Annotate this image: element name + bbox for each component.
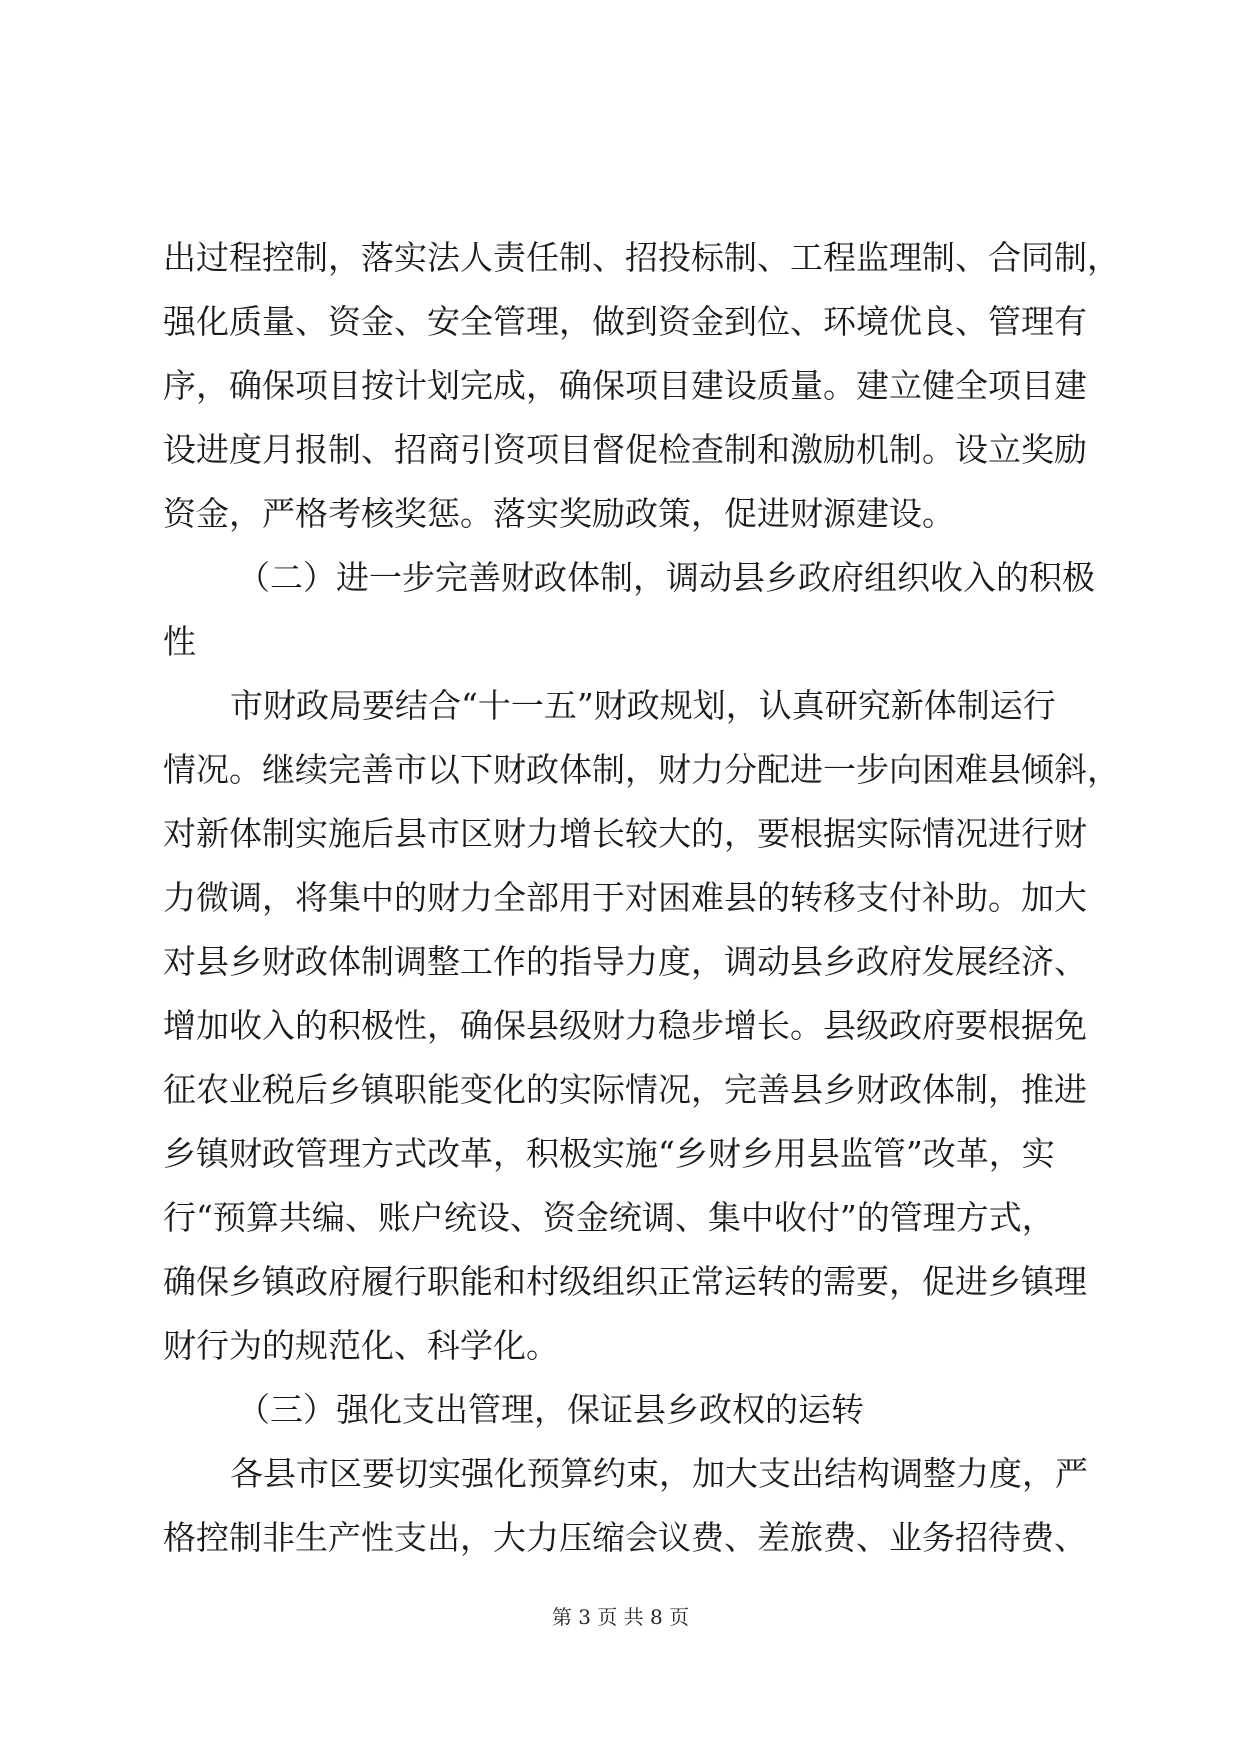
text-line: 增加收入的积极性，确保县级财力稳步增长。县级政府要根据免 (163, 1006, 1087, 1045)
text-line: 力微调，将集中的财力全部用于对困难县的转移支付补助。加大 (163, 878, 1087, 917)
text-line: 出过程控制，落实法人责任制、招投标制、工程监理制、合同制， (163, 238, 1120, 277)
section-heading-2: （二）进一步完善财政体制，调动县乡政府组织收入的积极 (237, 558, 1095, 597)
text-line: 序，确保项目按计划完成，确保项目建设质量。建立健全项目建 (163, 366, 1087, 405)
text-line: 格控制非生产性支出，大力压缩会议费、差旅费、业务招待费、 (163, 1518, 1087, 1557)
text-line: 乡镇财政管理方式改革，积极实施“乡财乡用县监管”改革，实 (163, 1134, 1055, 1173)
text-line: 对新体制实施后县市区财力增长较大的，要根据实际情况进行财 (163, 814, 1087, 853)
text-line: 资金，严格考核奖惩。落实奖励政策，促进财源建设。 (163, 494, 955, 533)
section-heading-3: （三）强化支出管理，保证县乡政权的运转 (237, 1390, 864, 1429)
text-line: 财行为的规范化、科学化。 (163, 1326, 559, 1365)
text-line: 情况。继续完善市以下财政体制，财力分配进一步向困难县倾斜， (163, 750, 1120, 789)
text-line: 市财政局要结合“十一五”财政规划，认真研究新体制运行 (230, 686, 1056, 725)
page-number-footer: 第 3 页 共 8 页 (551, 1605, 690, 1629)
text-line: 强化质量、资金、安全管理，做到资金到位、环境优良、管理有 (163, 302, 1087, 341)
text-line: 行“预算共编、账户统设、资金统调、集中收付”的管理方式， (163, 1198, 1055, 1237)
text-line: 确保乡镇政府履行职能和村级组织正常运转的需要，促进乡镇理 (163, 1262, 1087, 1301)
text-line: 各县市区要切实强化预算约束，加大支出结构调整力度，严 (230, 1454, 1088, 1493)
text-line: 征农业税后乡镇职能变化的实际情况，完善县乡财政体制，推进 (163, 1070, 1087, 1109)
section-heading-2-cont: 性 (163, 622, 196, 661)
text-line: 设进度月报制、招商引资项目督促检查制和激励机制。设立奖励 (163, 430, 1087, 469)
text-line: 对县乡财政体制调整工作的指导力度，调动县乡政府发展经济、 (163, 942, 1087, 981)
